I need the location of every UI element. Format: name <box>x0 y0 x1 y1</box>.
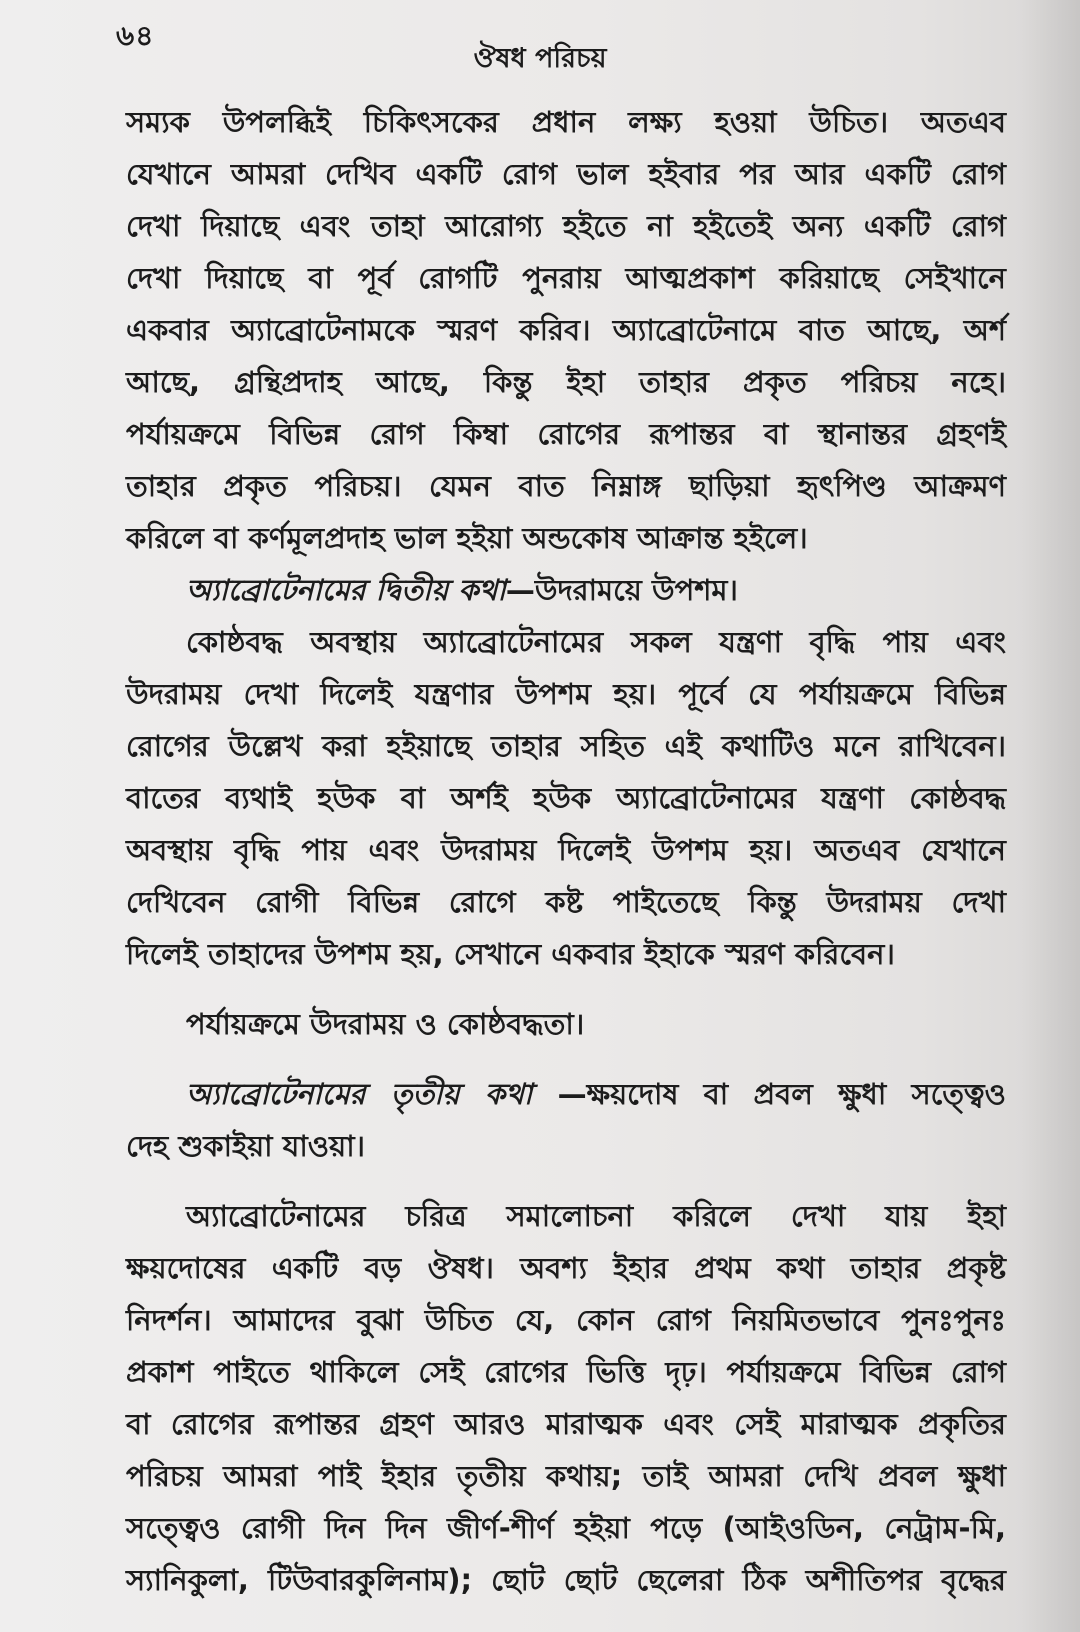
text-line: উদরাময় দেখা দিলেই যন্ত্রণার উপশম হয়। পূর্বে যে পর্যায়ক্রমে বিভিন্ন <box>126 677 1006 711</box>
text-line: রোগের উল্লেখ করা হইয়াছে তাহার সহিত এই কথাটিও মনে রাখিবেন। <box>126 729 1006 763</box>
text-line: নিদর্শন। আমাদের বুঝা উচিত যে, কোন রোগ নিয়মিতভাবে পুনঃপুনঃ <box>126 1303 1006 1337</box>
heading-rest: —ক্ষয়দোষ বা প্রবল ক্ষুধা সত্ত্বেও <box>532 1077 1006 1111</box>
text-line: করিলে বা কর্ণমূলপ্রদাহ ভাল হইয়া অন্ডকোষ আক্রান্ত হইলে। <box>126 521 808 555</box>
text-line: অবস্থায় বৃদ্ধি পায় এবং উদরাময় দিলেই উপশম হয়। অতএব যেখানে <box>126 833 1006 867</box>
text-line: প্রকাশ পাইতে থাকিলে সেই রোগের ভিত্তি দৃঢ়। পর্যায়ক্রমে বিভিন্ন রোগ <box>126 1355 1006 1389</box>
text-line: সম্যক উপলব্ধিই চিকিৎসকের প্রধান লক্ষ্য হওয়া উচিত। অতএব <box>126 105 1006 139</box>
page-number: ৬৪ <box>116 19 155 52</box>
text-line: দেখা দিয়াছে এবং তাহা আরোগ্য হইতে না হইতেই অন্য একটি রোগ <box>126 209 1006 243</box>
text-line: স্যানিকুলা, টিউবারকুলিনাম); ছোট ছোট ছেলেরা ঠিক অশীতিপর বৃদ্ধের <box>126 1563 1006 1597</box>
text-line: দেখা দিয়াছে বা পূর্ব রোগটি পুনরায় আত্মপ্রকাশ করিয়াছে সেইখানে <box>126 261 1006 295</box>
text-line: দিলেই তাহাদের উপশম হয়, সেখানে একবার ইহাকে স্মরণ করিবেন। <box>126 937 895 971</box>
text-line: ক্ষয়দোষের একটি বড় ঔষধ। অবশ্য ইহার প্রথম কথা তাহার প্রকৃষ্ট <box>126 1251 1006 1285</box>
text-line: বা রোগের রূপান্তর গ্রহণ আরও মারাত্মক এবং সেই মারাত্মক প্রকৃতির <box>126 1407 1006 1441</box>
text-line: অ্যাব্রোটেনামের চরিত্র সমালোচনা করিলে দেখা যায় ইহা <box>186 1199 1006 1233</box>
text-line: একবার অ্যাব্রোটেনামকে স্মরণ করিব। অ্যাব্রোটেনামে বাত আছে, অর্শ <box>126 313 1006 347</box>
section-heading-third <box>126 1068 1006 1120</box>
text-line: তাহার প্রকৃত পরিচয়। যেমন বাত নিম্নাঙ্গ ছাড়িয়া হৃৎপিণ্ড আক্রমণ <box>126 469 1006 503</box>
text-line: পরিচয় আমরা পাই ইহার তৃতীয় কথায়; তাই আমরা দেখি প্রবল ক্ষুধা <box>126 1459 1006 1493</box>
text-line: যেখানে আমরা দেখিব একটি রোগ ভাল হইবার পর আর একটি রোগ <box>126 157 1006 191</box>
text-line: কোষ্ঠবদ্ধ অবস্থায় অ্যাব্রোটেনামের সকল যন্ত্রণা বৃদ্ধি পায় এবং <box>186 625 1006 659</box>
text-line: দেখিবেন রোগী বিভিন্ন রোগে কষ্ট পাইতেছে কিন্তু উদরাময় দেখা <box>126 885 1006 919</box>
spine-shadow <box>1020 0 1080 1632</box>
heading-italic: অ্যাব্রোটেনামের দ্বিতীয় কথা <box>186 573 506 607</box>
running-title: ঔষধ পরিচয় <box>473 43 607 74</box>
section-heading-second <box>126 564 1006 616</box>
text-line: বাতের ব্যথাই হউক বা অর্শই হউক অ্যাব্রোটেনামের যন্ত্রণা কোষ্ঠবদ্ধ <box>126 781 1006 815</box>
heading-italic: অ্যাব্রোটেনামের তৃতীয় কথা <box>186 1077 533 1111</box>
summary-line: পর্যায়ক্রমে উদরাময় ও কোষ্ঠবদ্ধতা। <box>186 1007 585 1041</box>
text-line: আছে, গ্রন্থিপ্রদাহ আছে, কিন্তু ইহা তাহার প্রকৃত পরিচয় নহে। <box>126 365 1006 399</box>
text-line: সত্ত্বেও রোগী দিন দিন জীর্ণ-শীর্ণ হইয়া পড়ে (আইওডিন, নেট্রাম-মি, <box>126 1511 1006 1545</box>
text-line: দেহ শুকাইয়া যাওয়া। <box>126 1129 365 1163</box>
text-line: পর্যায়ক্রমে বিভিন্ন রোগ কিম্বা রোগের রূপান্তর বা স্থানান্তর গ্রহণই <box>126 417 1006 451</box>
heading-rest: —উদরাময়ে উপশম। <box>505 573 738 607</box>
body-text <box>126 96 1006 1606</box>
